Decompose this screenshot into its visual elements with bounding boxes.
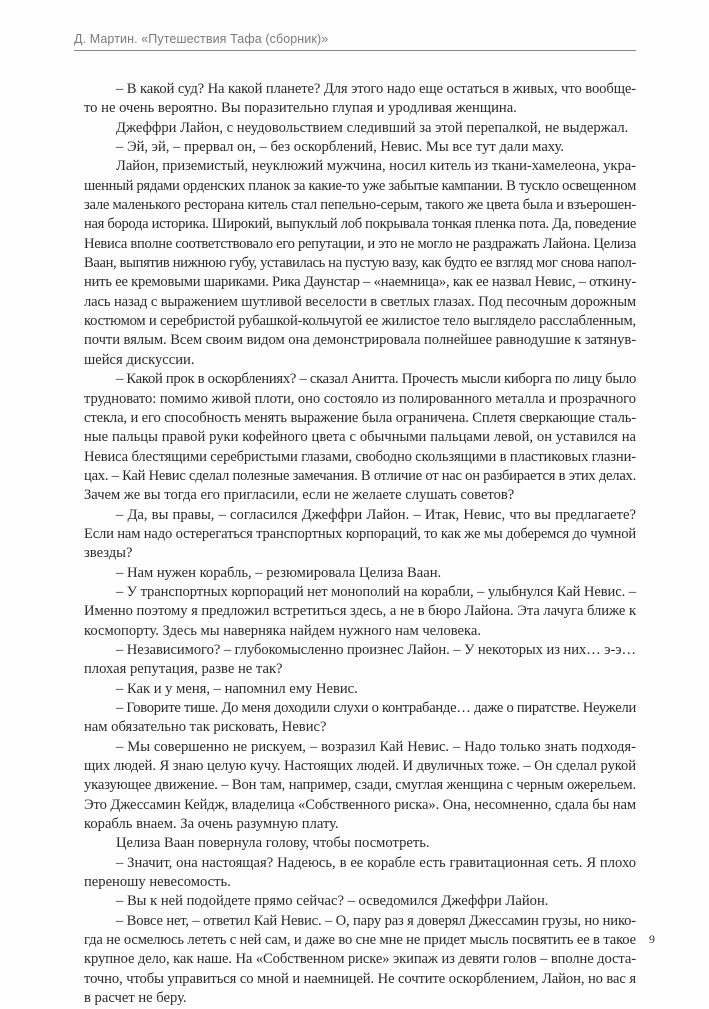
text-line: трудновато: помимо живой плоти, оно состояло из полированного металла и прозрачного: [84, 390, 636, 407]
text-line: гда не осмелюсь лететь с ней сам, и даже во сне мне не придет мысль посвятить ее в такое: [84, 932, 636, 949]
text-line: – Вы к ней подойдете прямо сейчас? – осведомился Джеффри Лайон.: [116, 893, 549, 910]
text-line: Ваан, выпятив нижнюю губу, уставилась на пустую вазу, как будто ее взгляд мог снова напол-: [84, 255, 636, 272]
page-number: 9: [649, 932, 655, 946]
text-line: костюмом и серебристой рубашкой-кольчугой ее жилистое тело выглядело расслабленным,: [84, 313, 636, 330]
text-line: Джеффри Лайон, с неудовольствием следивший за этой перепалкой, не выдержал.: [116, 119, 629, 136]
text-line: – Да, вы правы, – согласился Джеффри Лайон. – Итак, Невис, что вы предлагаете?: [116, 506, 636, 523]
text-line: ные пальцы правой руки кофейного цвета с обычными пальцами левой, он уставился на: [84, 429, 636, 446]
text-line: – Говорите тише. До меня доходили слухи о контрабанде… даже о пиратстве. Неужели: [116, 700, 636, 716]
text-line: точно, чтобы управиться со мной и наемницей. Не сочтите оскорблением, Лайон, но вас я: [84, 970, 636, 987]
text-line: плохая репутация, разве не так?: [84, 661, 283, 678]
text-line: крупное дело, как наше. На «Собственном риске» экипаж из девяти голов – вполне доста-: [84, 951, 636, 968]
text-line: нить ее кремовыми шариками. Рика Даунстар – «наемница», как ее назвал Невис, – откину-: [84, 274, 636, 291]
text-line: Это Джессамин Кейдж, владелица «Собственного риска». Она, несомненно, сдала бы нам: [84, 796, 636, 813]
text-line: Именно поэтому я предложил встретиться здесь, а не в бюро Лайона. Эта лачуга ближе к: [84, 603, 636, 620]
text-line: – Независимого? – глубокомысленно произнес Лайон. – У некоторых из них… э-э…: [116, 641, 636, 658]
text-line: – Значит, она настоящая? Надеюсь, в ее корабле есть гравитационная сеть. Я плохо: [116, 854, 636, 871]
text-line: почти вялым. Всем своим видом она демонстрировала полнейшее равнодушие к затянув-: [84, 332, 636, 349]
text-line: Невиса вполне соответствовало его репутации, и это не могло не раздражать Лайона. Целиза: [84, 235, 636, 252]
text-line: стекла, и его способность менять выражение была ограничена. Сплетя сверкающие сталь-: [84, 409, 636, 426]
text-line: – У транспортных корпораций нет монополий на корабли, – улыбнулся Кай Невис. –: [116, 583, 636, 600]
text-line: цах. – Кай Невис сделал полезные замечания. В отличие от нас он разбирается в этих делах.: [84, 467, 636, 484]
text-line: Если нам надо остерегаться транспортных корпораций, то как же мы доберемся до чумной: [84, 525, 636, 542]
text-line: – Какой прок в оскорблениях? – сказал Анитта. Прочесть мысли киборга по лицу было: [116, 371, 636, 388]
text-line: звезды?: [84, 545, 133, 562]
text-line: Целиза Ваан повернула голову, чтобы посмотреть.: [116, 835, 430, 852]
body-text: [84, 80, 636, 1009]
text-line: шенный рядами орденских планок за какие-то уже забытые кампании. В тускло освещенном: [84, 177, 637, 194]
text-line: Зачем же вы тогда его пригласили, если не желаете слушать советов?: [84, 487, 515, 504]
text-line: лась назад с выражением шутливой веселости в светлых глазах. Под песочным дорожным: [84, 293, 636, 310]
text-line: указующее движение. – Вон там, например, сзади, смуглая женщина с черным ожерельем.: [84, 777, 636, 794]
text-line: – Вовсе нет, – ответил Кай Невис. – О, пару раз я доверял Джессамин грузы, но нико-: [116, 912, 636, 929]
text-line: – Как и у меня, – напомнил ему Невис.: [116, 680, 358, 697]
text-line: шейся дискуссии.: [84, 351, 195, 368]
text-line: космопорту. Здесь мы наверняка найдем нужного нам человека.: [84, 622, 482, 639]
text-line: Невиса блестящими серебристыми глазами, свободно скользящими в пластиковых глазни-: [84, 448, 636, 465]
text-line: зале маленького ресторана китель стал пепельно-серым, такого же цвета была и взъерошен-: [84, 197, 636, 214]
text-line: – Эй, эй, – прервал он, – без оскорблений, Невис. Мы все тут дали маху.: [116, 139, 565, 156]
text-line: переношу невесомость.: [84, 874, 231, 891]
text-line: нам обязательно так рисковать, Невис?: [84, 719, 327, 736]
running-header: Д. Мартин. «Путешествия Тафа (сборник)»: [74, 32, 636, 51]
text-line: – В какой суд? На какой планете? Для этого надо еще остаться в живых, что вообще-: [116, 81, 636, 97]
text-line: то не очень вероятно. Вы поразительно глупая и уродливая женщина.: [84, 100, 517, 117]
text-line: ная борода историка. Широкий, выпуклый лоб покрывала тонкая пленка пота. Да, поведение: [84, 216, 636, 233]
text-line: Лайон, приземистый, неуклюжий мужчина, носил китель из ткани-хамелеона, укра-: [116, 158, 636, 175]
text-line: щих людей. Я знаю целую кучу. Настоящих людей. И двуличных тоже. – Он сделал рукой: [84, 758, 636, 775]
text-line: корабль внаем. За очень разумную плату.: [84, 816, 339, 833]
text-line: – Нам нужен корабль, – резюмировала Целиза Ваан.: [116, 564, 442, 581]
text-line: – Мы совершенно не рискуем, – возразил Кай Невис. – Надо только знать подходя-: [116, 738, 636, 755]
text-line: в расчет не беру.: [84, 990, 187, 1007]
